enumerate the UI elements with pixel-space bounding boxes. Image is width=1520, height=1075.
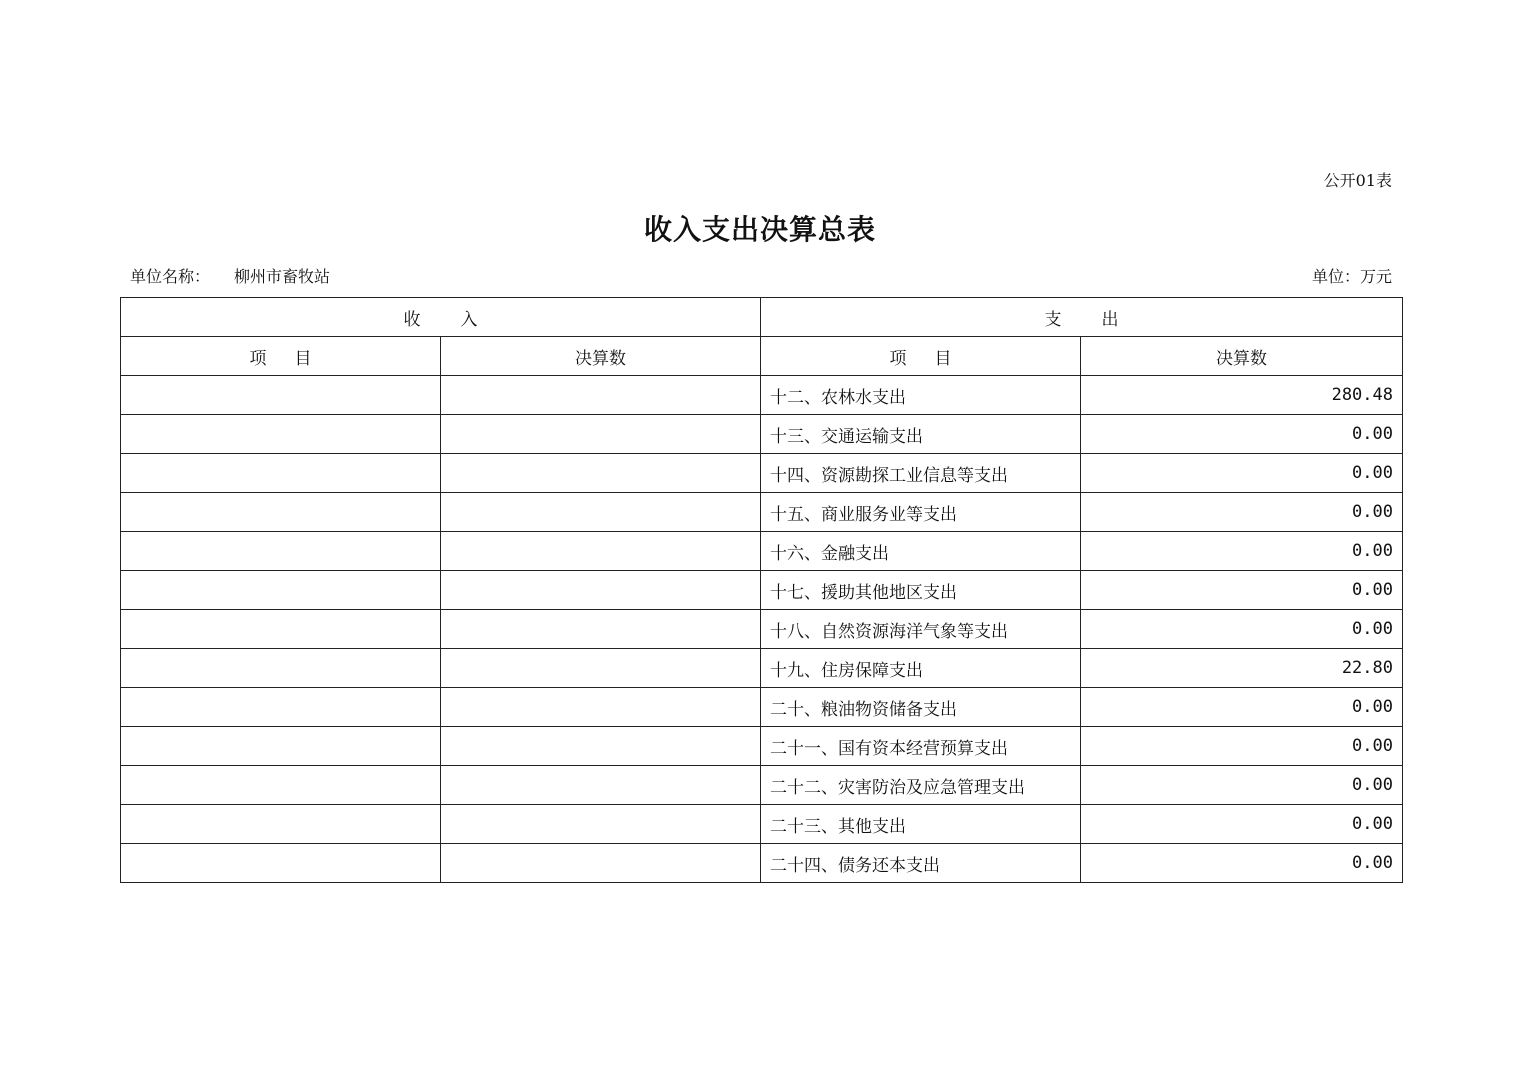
income-amount-cell — [441, 532, 761, 571]
expense-amount-cell: 0.00 — [1081, 727, 1403, 766]
income-amount-cell — [441, 727, 761, 766]
income-item-cell — [121, 649, 441, 688]
expense-amount-cell: 0.00 — [1081, 493, 1403, 532]
expense-group-header: 支出 — [761, 298, 1403, 337]
expense-item-cell: 十五、商业服务业等支出 — [761, 493, 1081, 532]
expense-amount-cell: 0.00 — [1081, 766, 1403, 805]
expense-amount-header: 决算数 — [1081, 337, 1403, 376]
table-row — [121, 493, 1403, 532]
table-row — [121, 376, 1403, 415]
income-amount-cell — [441, 649, 761, 688]
expense-amount-cell: 280.48 — [1081, 376, 1403, 415]
income-item-header: 项目 — [121, 337, 441, 376]
page-title: 收入支出决算总表 — [643, 213, 876, 246]
income-amount-header: 决算数 — [441, 337, 761, 376]
expense-amount-cell: 22.80 — [1081, 649, 1403, 688]
table-body — [121, 376, 1403, 883]
expense-item-cell: 二十二、灾害防治及应急管理支出 — [761, 766, 1081, 805]
income-item-cell — [121, 532, 441, 571]
income-item-cell — [121, 727, 441, 766]
income-item-cell — [121, 571, 441, 610]
table-row — [121, 727, 1403, 766]
expense-item-cell: 二十四、债务还本支出 — [761, 844, 1081, 883]
expense-amount-cell: 0.00 — [1081, 688, 1403, 727]
expense-amount-cell: 0.00 — [1081, 415, 1403, 454]
expense-item-cell: 十三、交通运输支出 — [761, 415, 1081, 454]
income-item-cell — [121, 610, 441, 649]
expense-item-cell: 十四、资源勘探工业信息等支出 — [761, 454, 1081, 493]
table-row — [121, 688, 1403, 727]
income-expense-table — [120, 297, 1403, 883]
expense-item-header: 项目 — [761, 337, 1081, 376]
expense-item-cell: 二十三、其他支出 — [761, 805, 1081, 844]
org-name: 柳州市畜牧站 — [234, 267, 331, 286]
org-label: 单位名称： — [130, 267, 211, 286]
expense-item-cell: 十二、农林水支出 — [761, 376, 1081, 415]
income-amount-cell — [441, 688, 761, 727]
expense-item-cell: 十七、援助其他地区支出 — [761, 571, 1081, 610]
expense-item-cell: 十八、自然资源海洋气象等支出 — [761, 610, 1081, 649]
table-row — [121, 844, 1403, 883]
income-item-cell — [121, 376, 441, 415]
table-row — [121, 766, 1403, 805]
income-amount-cell — [441, 571, 761, 610]
unit-label: 单位：万元 — [1311, 267, 1392, 286]
table-row — [121, 610, 1403, 649]
income-amount-cell — [441, 376, 761, 415]
income-item-cell — [121, 766, 441, 805]
income-amount-cell — [441, 844, 761, 883]
column-header-row — [121, 337, 1403, 376]
income-item-cell — [121, 415, 441, 454]
org-info — [130, 265, 330, 289]
income-item-cell — [121, 688, 441, 727]
expense-item-cell: 二十一、国有资本经营预算支出 — [761, 727, 1081, 766]
income-item-cell — [121, 844, 441, 883]
expense-amount-cell: 0.00 — [1081, 610, 1403, 649]
income-amount-cell — [441, 766, 761, 805]
expense-amount-cell: 0.00 — [1081, 454, 1403, 493]
table-row — [121, 532, 1403, 571]
meta-row — [130, 265, 1392, 289]
table-row — [121, 415, 1403, 454]
expense-amount-cell: 0.00 — [1081, 571, 1403, 610]
group-header-row — [121, 298, 1403, 337]
table-row — [121, 454, 1403, 493]
income-item-cell — [121, 493, 441, 532]
table-row — [121, 571, 1403, 610]
expense-item-cell: 二十、粮油物资储备支出 — [761, 688, 1081, 727]
expense-item-cell: 十九、住房保障支出 — [761, 649, 1081, 688]
income-amount-cell — [441, 454, 761, 493]
expense-amount-cell: 0.00 — [1081, 844, 1403, 883]
income-amount-cell — [441, 805, 761, 844]
income-item-cell — [121, 454, 441, 493]
income-amount-cell — [441, 610, 761, 649]
table-row — [121, 805, 1403, 844]
expense-amount-cell: 0.00 — [1081, 805, 1403, 844]
income-amount-cell — [441, 493, 761, 532]
income-group-header: 收入 — [121, 298, 761, 337]
table-row — [121, 649, 1403, 688]
income-amount-cell — [441, 415, 761, 454]
income-item-cell — [121, 805, 441, 844]
form-code: 公开01表 — [1323, 171, 1392, 190]
expense-amount-cell: 0.00 — [1081, 532, 1403, 571]
expense-item-cell: 十六、金融支出 — [761, 532, 1081, 571]
